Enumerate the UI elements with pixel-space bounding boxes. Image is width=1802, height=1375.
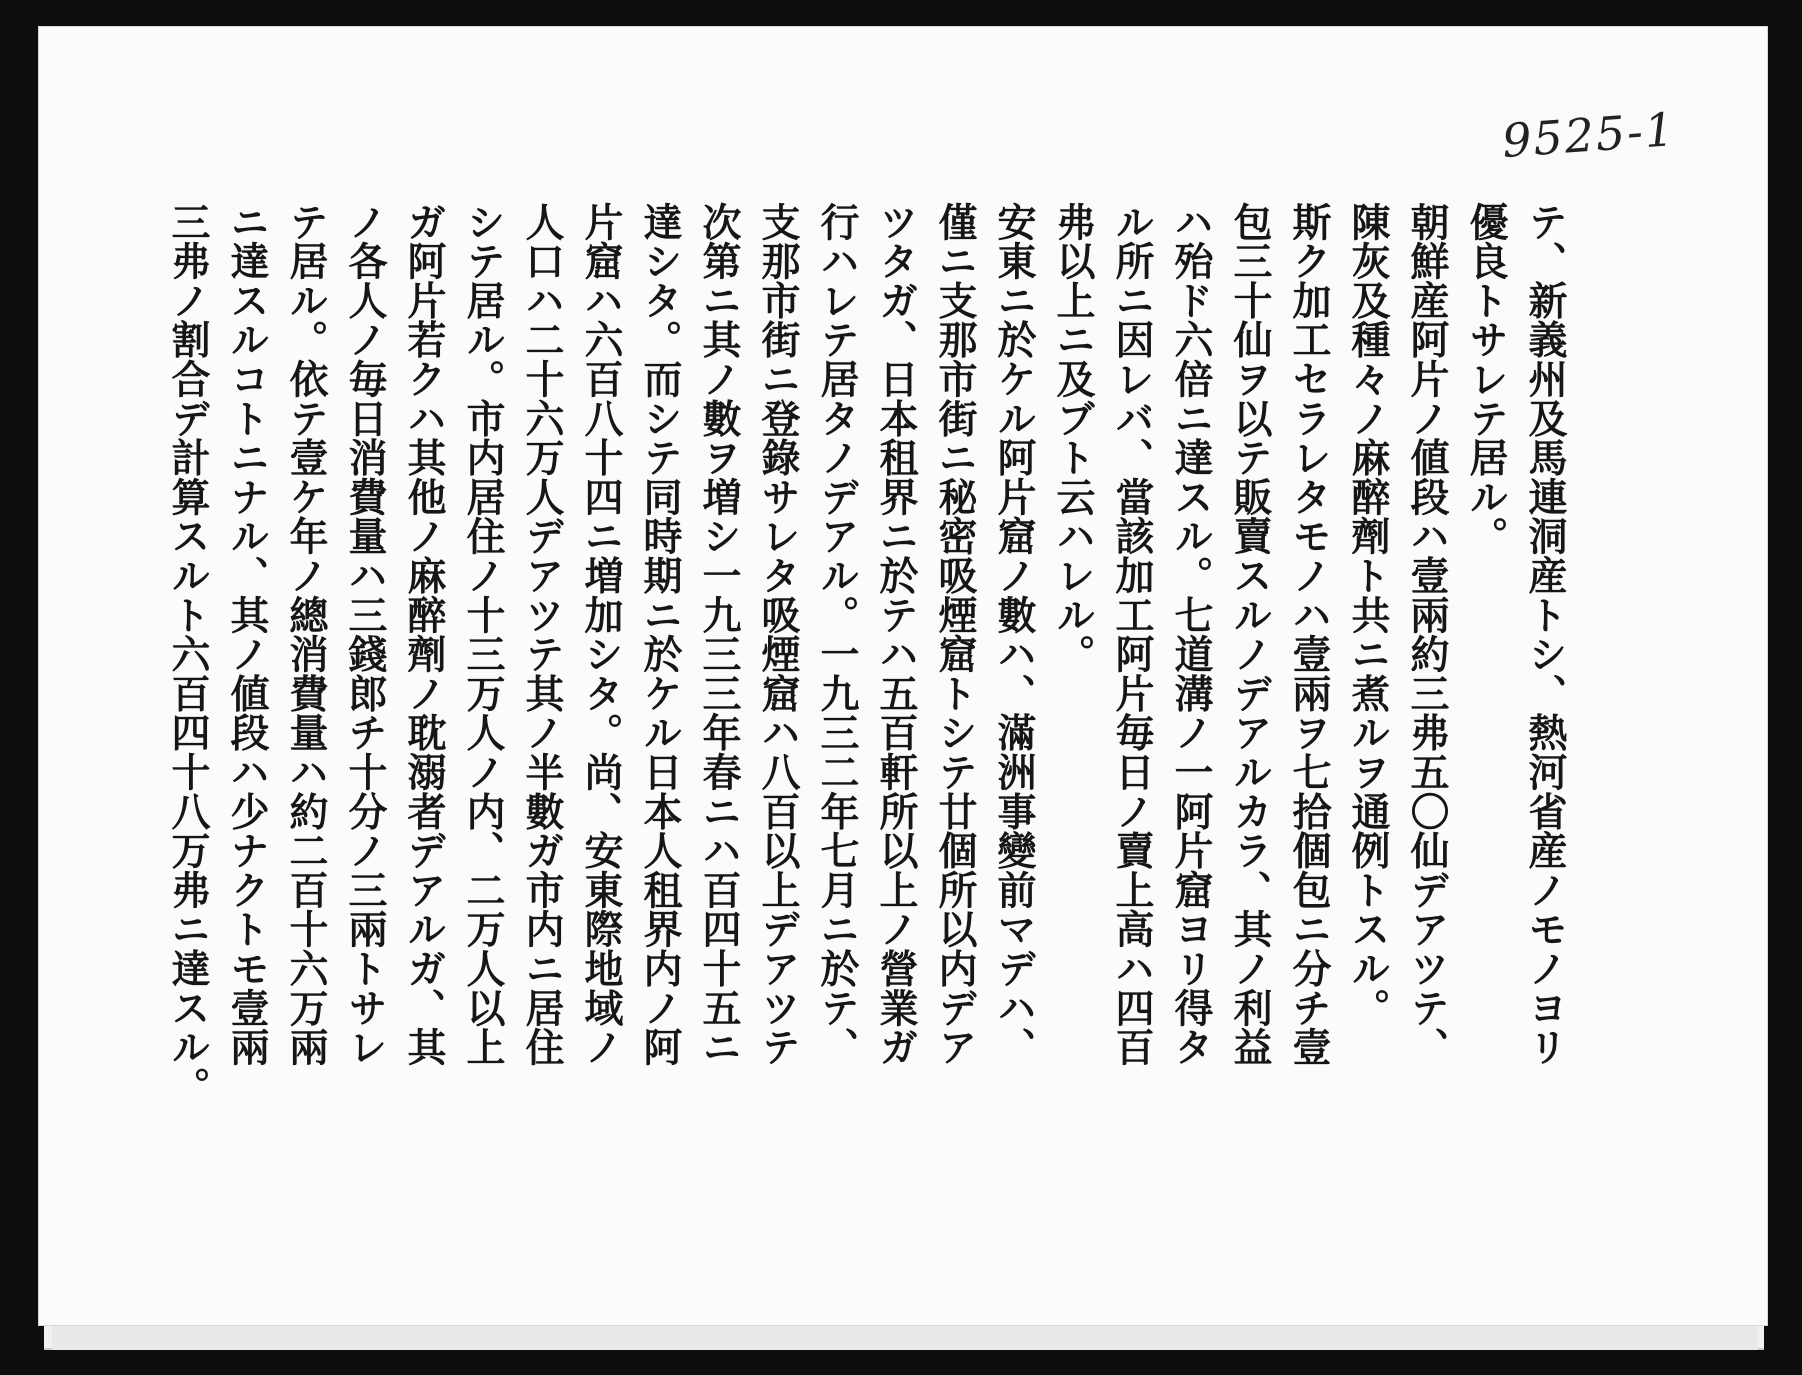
text-line: 行ハレテ居タノデアル。一九三二年七月ニ於テ、 [814, 202, 860, 1067]
text-line: ハ殆ド六倍ニ達スル。七道溝ノ一阿片窟ヨリ得タ [1168, 202, 1214, 1067]
text-line: ニ達スルコトニナル、其ノ値段ハ少ナクトモ壹兩 [224, 202, 270, 1067]
text-line: ガ阿片若クハ其他ノ麻醉劑ノ耽溺者デアルガ、其 [401, 202, 447, 1067]
text-line: シテ居ル。市内居住ノ十三万人ノ内、二万人以上 [460, 202, 506, 1067]
text-line: ル所ニ因レバ、當該加工阿片毎日ノ賣上高ハ四百 [1109, 202, 1155, 1067]
text-line: 僅ニ支那市街ニ秘密吸煙窟トシテ廿個所以内デア [932, 202, 978, 1067]
text-line: 優良トサレテ居ル。 [1463, 202, 1509, 556]
text-line: 陳灰及種々ノ麻醉劑ト共ニ煮ルヲ通例トスル。 [1345, 202, 1391, 1028]
text-line: 達シタ。而シテ同時期ニ於ケル日本人租界内ノ阿 [637, 202, 683, 1067]
text-line: 安東ニ於ケル阿片窟ノ數ハ、滿洲事變前マデハ、 [991, 202, 1037, 1067]
text-line: 斯ク加工セラレタモノハ壹兩ヲ七拾個包ニ分チ壹 [1286, 202, 1332, 1067]
handwritten-annotation: 9525-1 [1500, 102, 1678, 168]
text-line: 三弗ノ割合デ計算スルト六百四十八万弗ニ達スル。 [165, 202, 211, 1106]
text-line: ツタガ、日本租界ニ於テハ五百軒所以上ノ營業ガ [873, 202, 919, 1067]
text-line: 支那市街ニ登錄サレタ吸煙窟ハ八百以上デアツテ [755, 202, 801, 1067]
text-line: 次第ニ其ノ數ヲ増シ一九三三年春ニハ百四十五ニ [696, 202, 742, 1067]
text-line: テ、新義州及馬連洞産トシ、熱河省産ノモノヨリ [1522, 202, 1568, 1067]
document-page [38, 26, 1768, 1326]
text-line: 包三十仙ヲ以テ販賣スルノデアルカラ、其ノ利益 [1227, 202, 1273, 1067]
text-line: 片窟ハ六百八十四ニ増加シタ。尚、安東際地域ノ [578, 202, 624, 1067]
text-line: テ居ル。依テ壹ケ年ノ總消費量ハ約二百十六万兩 [283, 202, 329, 1067]
text-line: 朝鮮産阿片ノ値段ハ壹兩約三弗五〇仙デアツテ、 [1404, 202, 1450, 1067]
text-line: 弗以上ニ及ブト云ハレル。 [1050, 202, 1096, 674]
text-line: ノ各人ノ毎日消費量ハ三錢郎チ十分ノ三兩トサレ [342, 202, 388, 1067]
body-text [165, 202, 1574, 1222]
text-line: 人口ハ二十六万人デアツテ其ノ半數ガ市内ニ居住 [519, 202, 565, 1067]
